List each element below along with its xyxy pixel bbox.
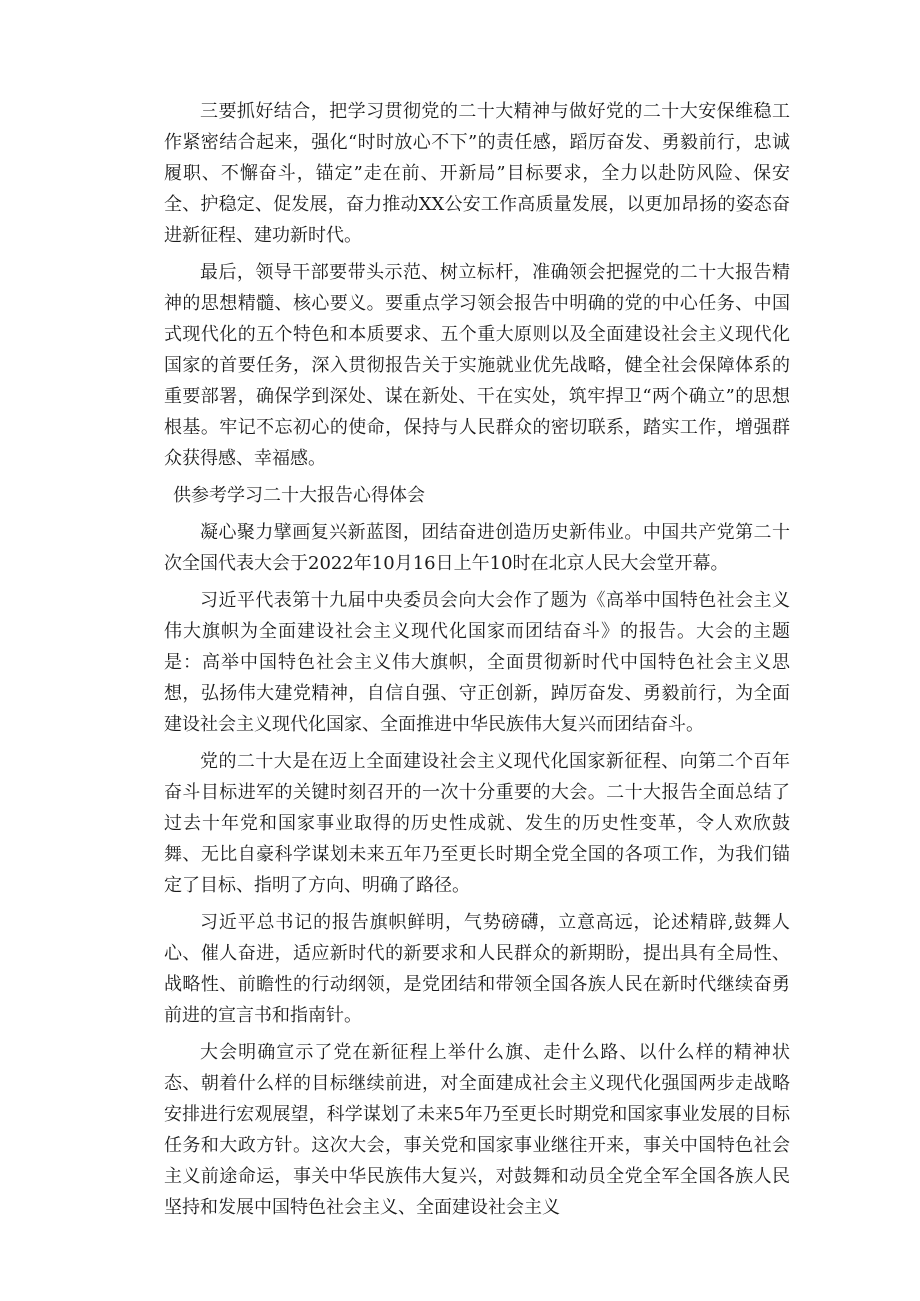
paragraph-2: 最后，领导干部要带头示范、树立标杆，准确领会把握党的二十大报告精神的思想精髓、核心要义。要重点学习领会报告中明确的党的中心任务、中国式现代化的五个特色和本质要求、五个重大原则以及全面建设社会主义现代化国家的首要任务，深入贯彻报告关于实施就业优先战略，健全社会保障体系的重要部署，确保学到深处、谋在新处、干在实处，筑牢捍卫“两个确立”的思想根基。牢记不忘初心的使命，保持与人民群众的密切联系，踏实工作，增强群众获得感、幸福感。 xyxy=(164,262,790,469)
paragraph-3: 凝心聚力擘画复兴新蓝图，团结奋进创造历史新伟业。中国共产党第二十次全国代表大会于2022年10月16日上午10时在北京人民大会堂开幕。 xyxy=(164,522,790,574)
paragraph-6: 习近平总书记的报告旗帜鲜明，气势磅礴，立意高远，论述精辟,鼓舞人心、催人奋进，适应新时代的新要求和人民群众的新期盼，提出具有全局性、战略性、前瞻性的行动纲领，是党团结和带领全国各族人民在新时代继续奋勇前进的宣言书和指南针。 xyxy=(164,912,790,1026)
paragraph-1: 三要抓好结合，把学习贯彻党的二十大精神与做好党的二十大安保维稳工作紧密结合起来，强化“时时放心不下”的责任感，蹈厉奋发、勇毅前行，忠诚履职、不懈奋斗，锚定”走在前、开新局”目标要求，全力以赴防风险、保安全、护稳定、促发展，奋力推动XX公安工作高质量发展，以更加昂扬的姿态奋进新征程、建功新时代。 xyxy=(164,101,790,246)
paragraph-4: 习近平代表第十九届中央委员会向大会作了题为《高举中国特色社会主义伟大旗帜为全面建设社会主义现代化国家而团结奋斗》的报告。大会的主题是：高举中国特色社会主义伟大旗帜，全面贯彻新时代中国特色社会主义思想，弘扬伟大建党精神，自信自强、守正创新，踔厉奋发、勇毅前行，为全面建设社会主义现代化国家、全面推进中华民族伟大复兴而团结奋斗。 xyxy=(164,590,790,735)
paragraph-7: 大会明确宣示了党在新征程上举什么旗、走什么路、以什么样的精神状态、朝着什么样的目标继续前进，对全面建成社会主义现代化强国两步走战略安排进行宏观展望，科学谋划了未来5年乃至更长时期党和国家事业发展的目标任务和大政方针。这次大会，事关党和国家事业继往开来，事关中国特色社会主义前途命运，事关中华民族伟大复兴，对鼓舞和动员全党全军全国各族人民坚持和发展中国特色社会主义、全面建设社会主义 xyxy=(164,1042,790,1218)
document-body xyxy=(164,96,790,1229)
paragraph-5: 党的二十大是在迈上全面建设社会主义现代化国家新征程、向第二个百年奋斗目标进军的关键时刻召开的一次十分重要的大会。二十大报告全面总结了过去十年党和国家事业取得的历史性成就、发生的历史性变革，令人欢欣鼓舞、无比自豪科学谋划未来五年乃至更长时期全党全国的各项工作，为我们锚定了目标、指明了方向、明确了路径。 xyxy=(164,751,790,896)
section-heading: 供参考学习二十大报告心得体会 xyxy=(173,485,425,506)
